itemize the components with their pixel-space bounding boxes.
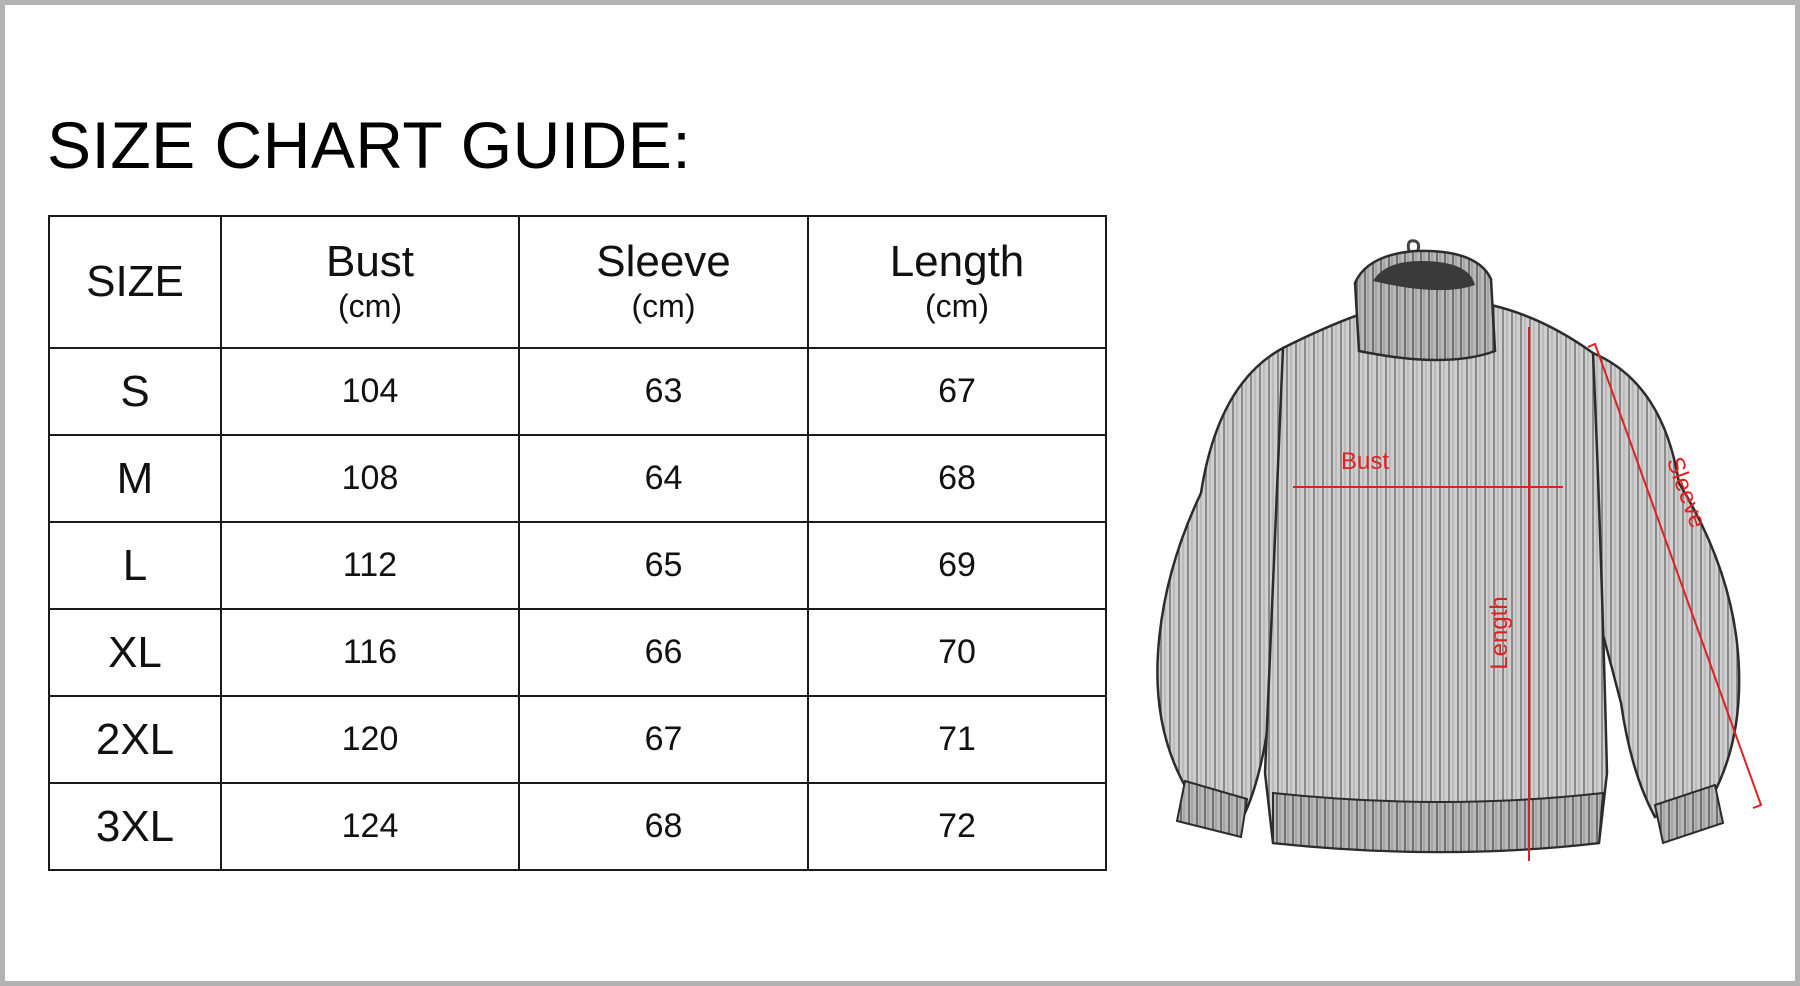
hem-band <box>1273 793 1603 852</box>
header-sleeve-label: Sleeve <box>596 237 731 286</box>
header-size <box>49 216 221 348</box>
sleeve-cell: 64 <box>519 435 808 522</box>
size-cell: XL <box>49 609 221 696</box>
bust-cell: 104 <box>221 348 519 435</box>
page-title: SIZE CHART GUIDE: <box>47 108 692 182</box>
length-cell: 72 <box>808 783 1106 870</box>
size-cell: S <box>49 348 221 435</box>
sleeve-label: Sleeve <box>1660 453 1712 532</box>
size-chart-table <box>48 215 1107 871</box>
sweater-illustration <box>1123 233 1783 883</box>
bust-cell: 116 <box>221 609 519 696</box>
header-bust <box>221 216 519 348</box>
header-length-label: Length <box>889 237 1025 286</box>
table-row <box>49 348 1106 435</box>
length-cell: 71 <box>808 696 1106 783</box>
table-row <box>49 609 1106 696</box>
sleeve-cell: 67 <box>519 696 808 783</box>
sleeve-cell: 65 <box>519 522 808 609</box>
table-row <box>49 435 1106 522</box>
size-cell: 3XL <box>49 783 221 870</box>
sweater-measurement-diagram <box>1123 233 1783 883</box>
header-bust-label: Bust <box>325 237 415 286</box>
header-sleeve <box>519 216 808 348</box>
bust-cell: 120 <box>221 696 519 783</box>
length-cell: 68 <box>808 435 1106 522</box>
bust-cell: 112 <box>221 522 519 609</box>
sleeve-cell: 63 <box>519 348 808 435</box>
length-cell: 70 <box>808 609 1106 696</box>
bust-label: Bust <box>1341 448 1390 475</box>
header-sleeve-unit: (cm) <box>631 288 696 324</box>
table-row <box>49 783 1106 870</box>
bust-cell: 108 <box>221 435 519 522</box>
length-cell: 69 <box>808 522 1106 609</box>
table-row <box>49 522 1106 609</box>
sleeve-cell: 66 <box>519 609 808 696</box>
sweater-body <box>1265 305 1607 852</box>
header-size-label: SIZE <box>86 257 184 306</box>
sleeve-cell: 68 <box>519 783 808 870</box>
length-label: Length <box>1486 596 1513 670</box>
bust-cell: 124 <box>221 783 519 870</box>
header-length-unit: (cm) <box>925 288 989 324</box>
size-cell: M <box>49 435 221 522</box>
length-cell: 67 <box>808 348 1106 435</box>
header-bust-unit: (cm) <box>338 288 402 324</box>
table-header-row <box>49 216 1106 348</box>
size-cell: L <box>49 522 221 609</box>
table-row <box>49 696 1106 783</box>
size-cell: 2XL <box>49 696 221 783</box>
header-length <box>808 216 1106 348</box>
